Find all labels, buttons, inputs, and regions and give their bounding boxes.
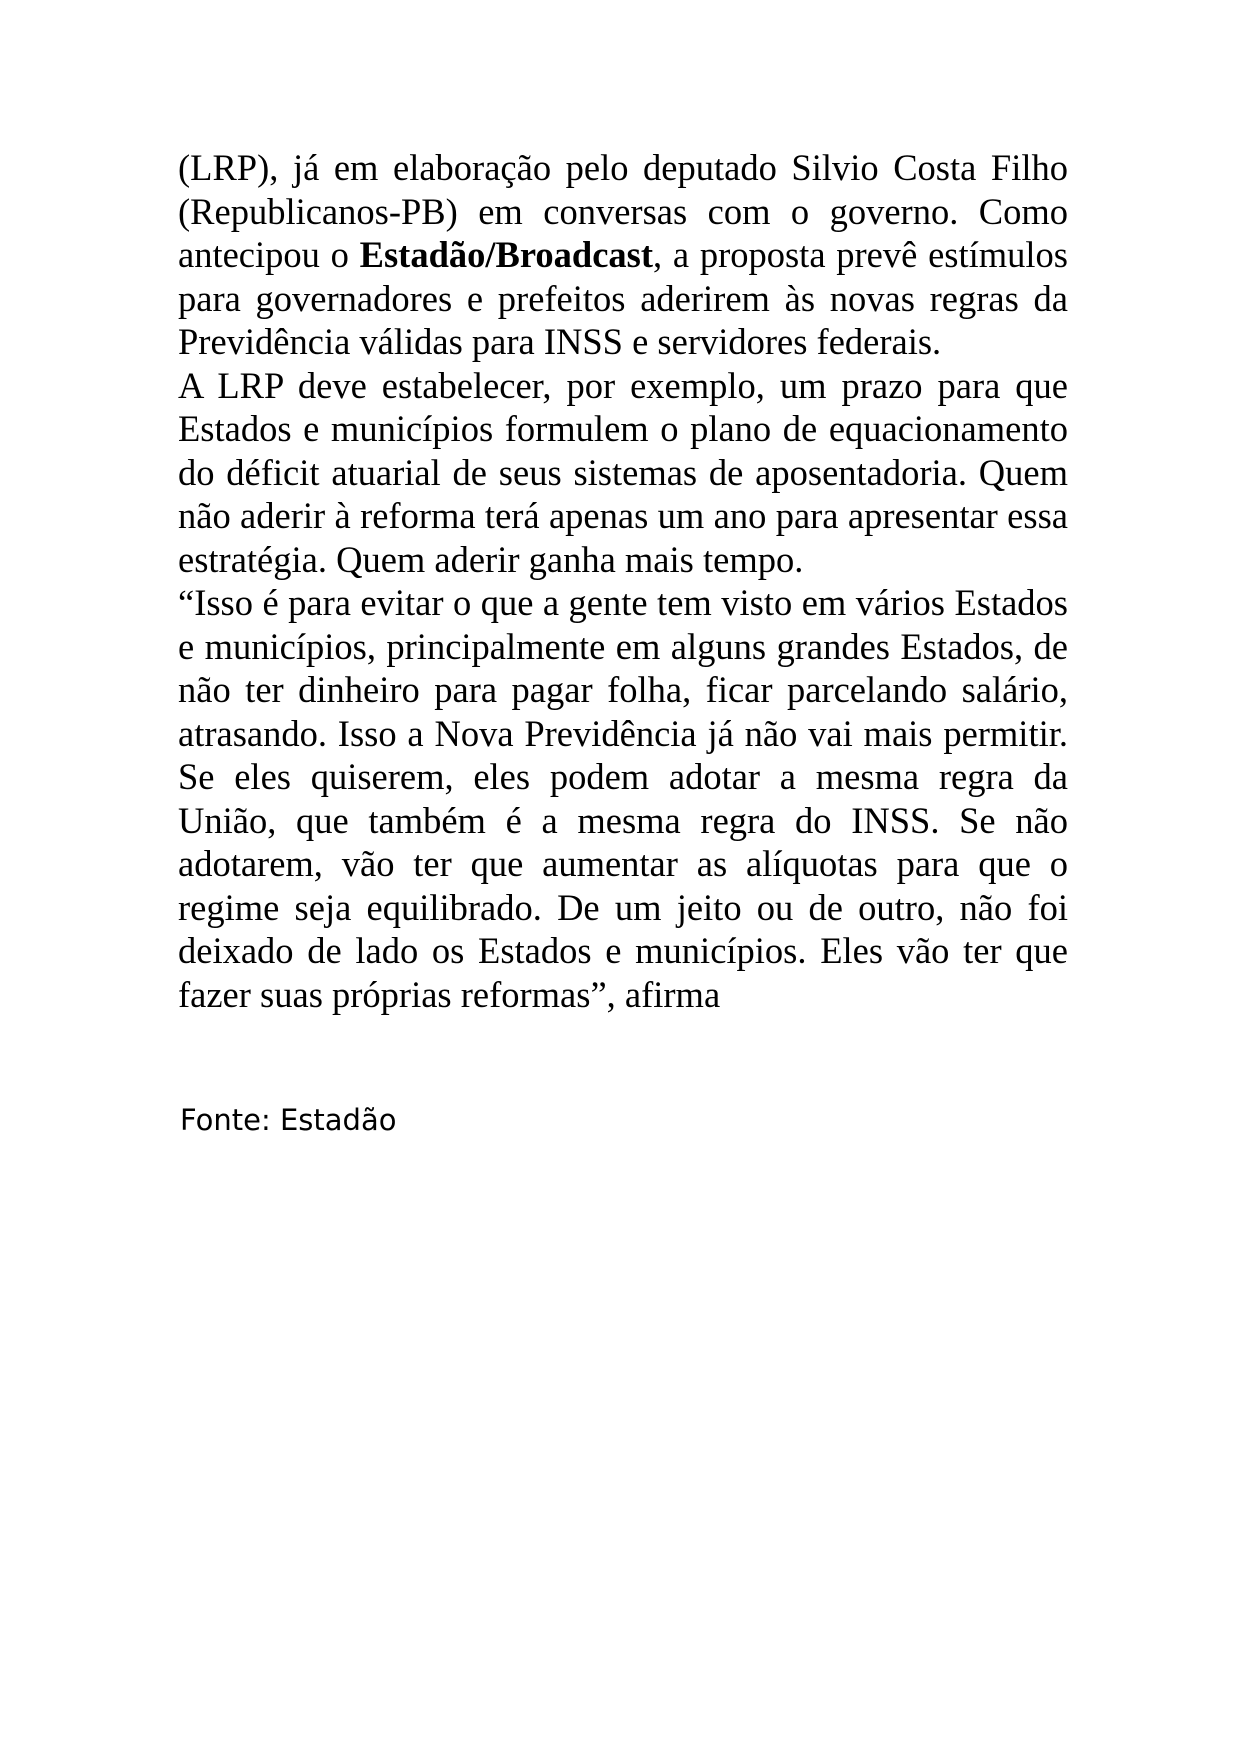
paragraph-1 [178,146,1068,364]
source-credit: Fonte: Estadão [180,1103,397,1137]
publication-name: Estadão/Broadcast [359,234,654,275]
paragraph-3: “Isso é para evitar o que a gente tem visto em vários Estados e municípios, principalmente em alguns grandes Estados, de não ter dinheiro para pagar folha, ficar parcelando salário, atrasando. Isso a Nova Previdência já não vai mais permitir. Se eles quiserem, eles podem adotar a mesma regra da União, que também é a mesma regra do INSS. Se não adotarem, vão ter que aumentar as alíquotas para que o regime seja equilibrado. De um jeito ou de outro, não foi deixado de lado os Estados e municípios. Eles vão ter que fazer suas próprias reformas”, afirma [178,582,1068,1015]
paragraph-1-end: , a proposta prevê estímulos para governadores e prefeitos aderirem às novas regras da Previdência válidas para INSS e servidores federais. [178,234,1068,362]
article-body [178,146,1068,1016]
paragraph-2: A LRP deve estabelecer, por exemplo, um prazo para que Estados e municípios formulem o plano de equacionamento do déficit atuarial de seus sistemas de aposentadoria. Quem não aderir à reforma terá apenas um ano para apresentar essa estratégia. Quem aderir ganha mais tempo. [178,364,1068,580]
paragraph-1-start: (LRP), já em elaboração pelo deputado Silvio Costa Filho (Republicanos-PB) em conversas com o governo. Como antecipou o [178,147,1068,275]
